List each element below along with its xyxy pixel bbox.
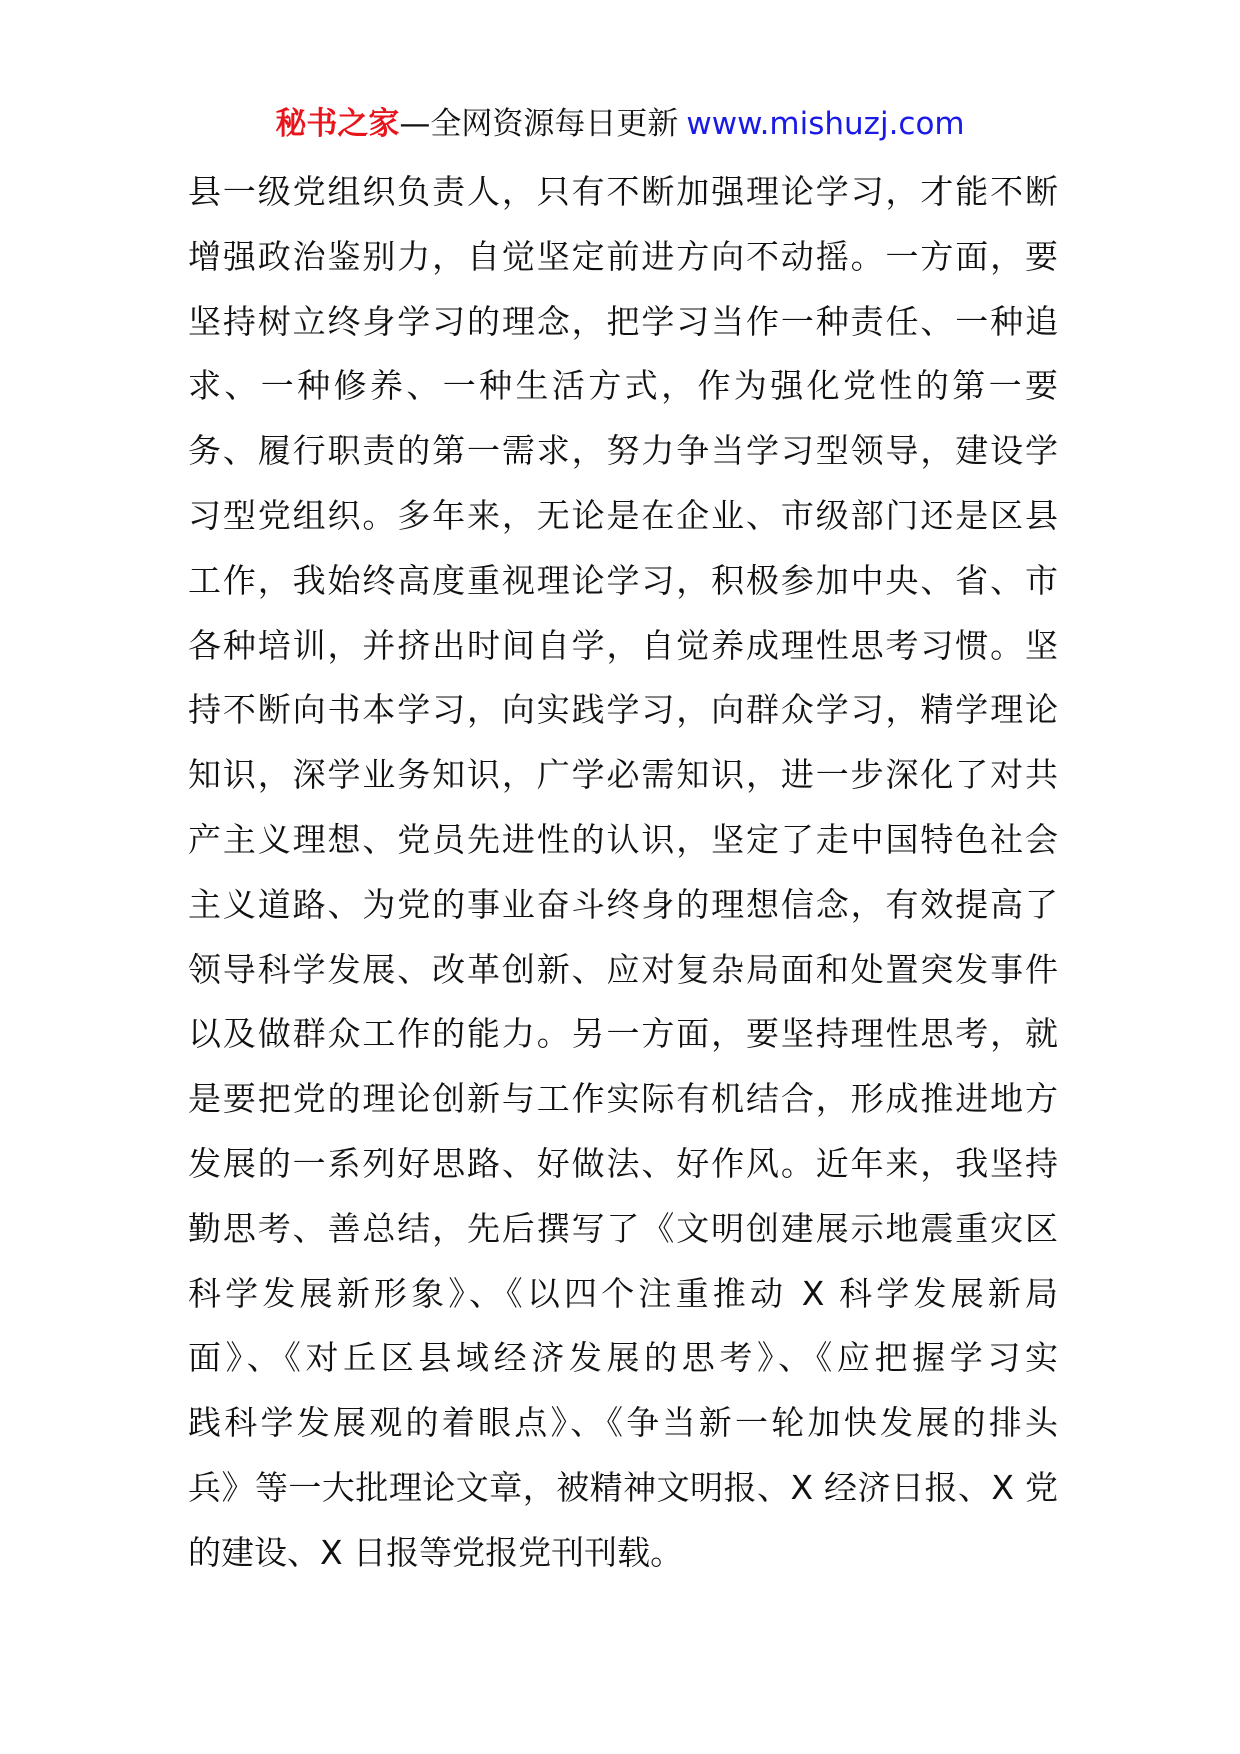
text-line: 是要把党的理论创新与工作实际有机结合，形成推进地方 — [188, 1079, 1058, 1119]
text-line: 面》、《对丘区县域经济发展的思考》、《应把握学习实 — [188, 1338, 1058, 1378]
text-line: 科学发展新形象》、《以四个注重推动 X 科学发展新局 — [188, 1273, 1058, 1313]
body-paragraph — [188, 160, 1058, 1586]
text-line: 知识，深学业务知识，广学必需知识，进一步深化了对共 — [188, 755, 1058, 795]
text-line: 坚持树立终身学习的理念，把学习当作一种责任、一种追 — [188, 301, 1058, 341]
text-line: 持不断向书本学习，向实践学习，向群众学习，精学理论 — [188, 690, 1058, 730]
text-line: 以及做群众工作的能力。另一方面，要坚持理性思考，就 — [188, 1014, 1058, 1054]
page-header — [0, 98, 1240, 150]
text-line: 县一级党组织负责人，只有不断加强理论学习，才能不断 — [188, 172, 1058, 211]
text-line: 各种培训，并挤出时间自学，自觉养成理性思考习惯。坚 — [188, 625, 1058, 665]
text-line: 工作，我始终高度重视理论学习，积极参加中央、省、市 — [188, 560, 1058, 600]
text-line: 主义道路、为党的事业奋斗终身的理想信念，有效提高了 — [188, 884, 1058, 924]
text-line: 践科学发展观的着眼点》、《争当新一轮加快发展的排头 — [188, 1403, 1058, 1443]
text-line: 务、履行职责的第一需求，努力争当学习型领导，建设学 — [188, 431, 1058, 471]
text-line: 发展的一系列好思路、好做法、好作风。近年来，我坚持 — [188, 1143, 1058, 1183]
text-line: 领导科学发展、改革创新、应对复杂局面和处置突发事件 — [188, 949, 1058, 989]
text-line: 的建设、X 日报等党报党刊刊载。 — [188, 1532, 684, 1572]
text-line: 产主义理想、党员先进性的认识，坚定了走中国特色社会 — [188, 819, 1058, 859]
text-line: 勤思考、善总结，先后撰写了《文明创建展示地震重灾区 — [188, 1208, 1058, 1248]
brand-name: 秘书之家 — [275, 106, 400, 142]
text-line: 增强政治鉴别力，自觉坚定前进方向不动摇。一方面，要 — [188, 236, 1058, 276]
text-line: 习型党组织。多年来，无论是在企业、市级部门还是区县 — [188, 495, 1058, 535]
text-line: 求、一种修养、一种生活方式，作为强化党性的第一要 — [188, 366, 1058, 406]
site-url-link[interactable]: www.mishuzj.com — [686, 106, 965, 142]
text-line: 兵》等一大批理论文章，被精神文明报、X 经济日报、X 党 — [188, 1467, 1058, 1507]
header-tagline: —全网资源每日更新 — [399, 106, 679, 142]
